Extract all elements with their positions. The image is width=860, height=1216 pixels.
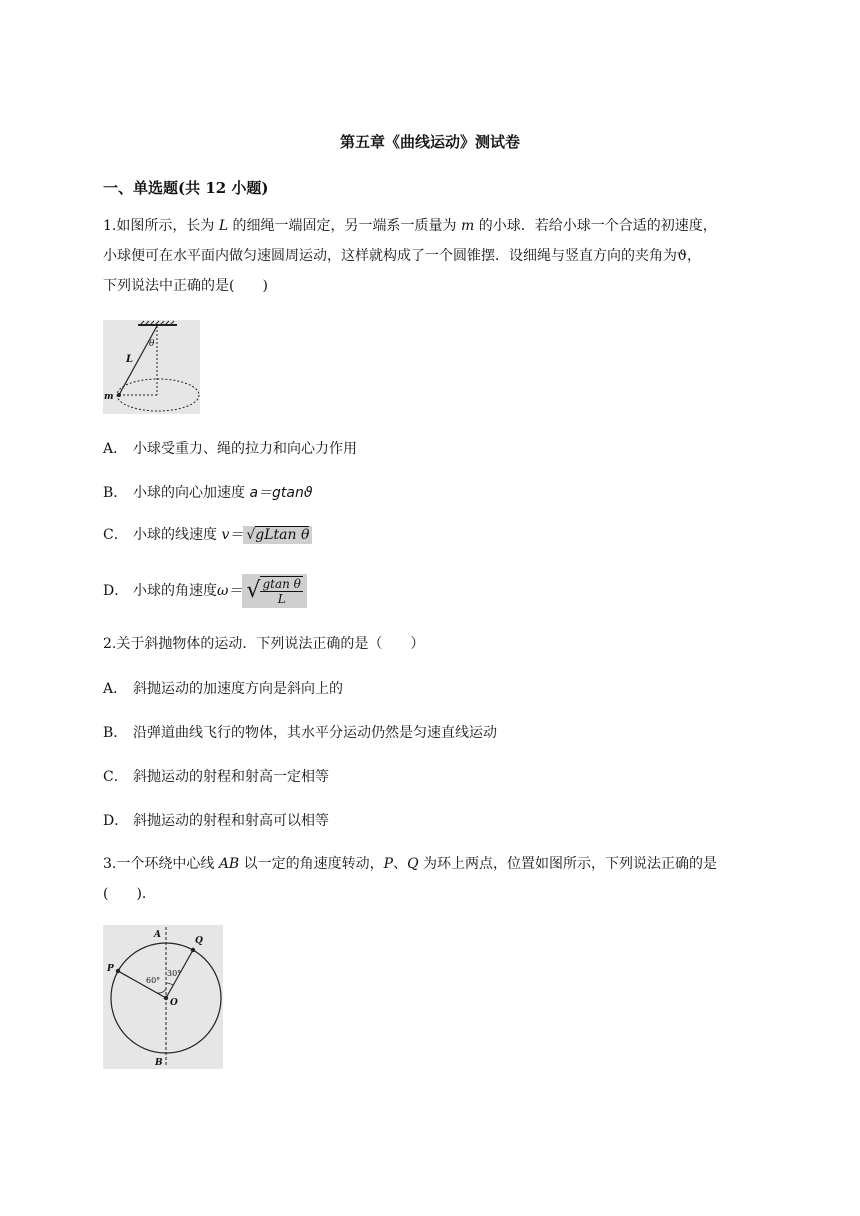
q2-option-a xyxy=(103,678,343,698)
option-letter: B． xyxy=(103,725,128,741)
question-2-stem: 2.关于斜抛物体的运动．下列说法正确的是（ ） xyxy=(103,636,425,652)
rotating-ring-figure xyxy=(103,925,223,1069)
label-O: O xyxy=(170,998,178,1008)
q1-option-b xyxy=(103,482,313,502)
label-L: L xyxy=(126,354,134,365)
q2-option-c xyxy=(103,766,329,786)
q1-text-line2: 小球便可在水平面内做匀速圆周运动，这样就构成了一个圆锥摆．设细绳与竖直方向的夹角为ϑ， xyxy=(103,248,702,264)
sqrt-fraction-box: √ $\frac{\text{gtan θ}}{L}$ xyxy=(242,574,306,608)
q1-var-m: m xyxy=(461,218,475,234)
label-P: P xyxy=(107,964,114,974)
option-text: 小球受重力、绳的拉力和向心力作用 xyxy=(133,441,357,457)
q1-text-b: 的细绳一端固定，另一端系一质量为 xyxy=(228,218,462,234)
q1-text-line3: 下列说法中正确的是( ) xyxy=(103,278,268,294)
q3-text-line2: ( )． xyxy=(103,886,156,902)
q3-text-a: 3.一个环绕中心线 xyxy=(103,856,219,872)
label-theta: θ xyxy=(149,339,155,349)
option-text: 小球的线速度 xyxy=(133,527,222,543)
option-text: 沿弹道曲线飞行的物体，其水平分运动仍然是匀速直线运动 xyxy=(133,725,497,741)
option-letter: C． xyxy=(103,527,128,543)
label-Q: Q xyxy=(195,936,203,946)
q3-text-c: 、 xyxy=(393,856,408,872)
angle-60-label: 60° xyxy=(146,976,161,985)
option-text: 小球的向心加速度 xyxy=(133,485,250,501)
option-var: v＝ xyxy=(221,527,244,543)
option-letter: D． xyxy=(103,583,129,599)
option-letter: A． xyxy=(103,681,128,697)
q3-var-P: P xyxy=(383,856,394,872)
question-1-stem xyxy=(103,211,758,301)
label-m: m xyxy=(104,392,114,402)
q1-var-L: L xyxy=(218,218,229,234)
option-formula: a＝gtanϑ xyxy=(249,485,313,501)
q3-var-Q: Q xyxy=(407,856,419,872)
q3-text-b: 以一定的角速度转动， xyxy=(239,856,384,872)
page-title: 第五章《曲线运动》测试卷 xyxy=(339,133,520,151)
q1-option-d xyxy=(103,574,307,608)
label-A: A xyxy=(154,930,161,940)
q3-text-d: 为环上两点，位置如图所示，下列说法正确的是 xyxy=(418,856,718,872)
question-3-stem xyxy=(103,849,758,909)
option-letter: C． xyxy=(103,769,128,785)
q1-text-c: 的小球．若给小球一个合适的初速度， xyxy=(474,218,717,234)
option-var: ω＝ xyxy=(217,583,243,599)
q1-option-c xyxy=(103,524,312,544)
option-letter: A． xyxy=(103,441,128,457)
label-B: B xyxy=(155,1058,163,1068)
option-letter: B． xyxy=(103,485,128,501)
option-letter: D． xyxy=(103,813,129,829)
q1-text-a: 1.如图所示，长为 xyxy=(103,218,219,234)
q1-option-a xyxy=(103,438,357,458)
option-text: 斜抛运动的射程和射高可以相等 xyxy=(133,813,329,829)
angle-30-label: 30° xyxy=(167,969,182,978)
option-text: 斜抛运动的射程和射高一定相等 xyxy=(133,769,329,785)
section-heading: 一、单选题(共 12 小题) xyxy=(103,179,269,197)
option-text: 斜抛运动的加速度方向是斜向上的 xyxy=(133,681,343,697)
q3-var-AB: AB xyxy=(218,856,240,872)
sqrt-radicand: gLtan θ xyxy=(255,527,310,543)
q2-option-d xyxy=(103,810,329,830)
option-text: 小球的角速度 xyxy=(133,583,217,599)
sqrt-formula-box: √gLtan θ xyxy=(243,526,312,544)
conical-pendulum-figure xyxy=(103,320,200,414)
fraction-numerator: gtan θ xyxy=(262,577,301,591)
fraction-denominator: L xyxy=(277,592,286,606)
q2-option-b xyxy=(103,722,497,742)
